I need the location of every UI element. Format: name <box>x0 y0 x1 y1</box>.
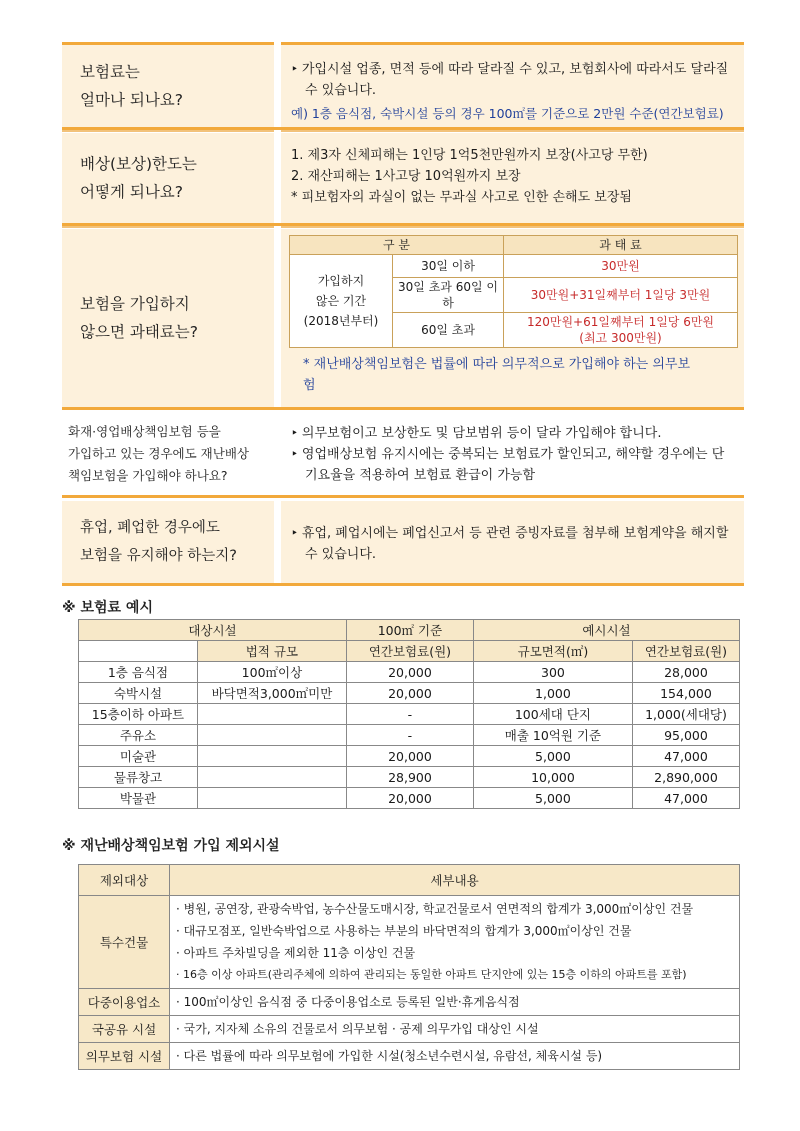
group-line: (2018년부터) <box>303 314 379 328</box>
table-cell: 20,000 <box>346 683 473 704</box>
exclusion-label: 의무보험 시설 <box>79 1043 170 1070</box>
answer-line: * 피보험자의 과실이 없는 무과실 사고로 인한 손해도 보장됨 <box>291 190 632 205</box>
table-row <box>79 662 740 683</box>
table-cell: - <box>346 704 473 725</box>
penalty-fine: 30만원+31일째부터 1일당 3만원 <box>504 278 738 313</box>
table-cell: 100㎡이상 <box>197 662 346 683</box>
exclusion-item: · 100㎡이상인 음식점 중 다중이용업소로 등록된 일반·휴게음식점 <box>176 991 733 1013</box>
exclusion-section-title: ※ 재난배상책임보험 가입 제외시설 <box>62 838 280 854</box>
table-cell: 95,000 <box>632 725 739 746</box>
exclusion-table <box>78 864 740 1070</box>
faq-closure <box>62 498 744 586</box>
exclusion-details <box>170 989 740 1016</box>
table-row <box>79 896 740 989</box>
table-cell: 154,000 <box>632 683 739 704</box>
answer-example: 예) 1층 음식점, 숙박시설 등의 경우 100㎡를 기준으로 2만원 수준(연간보험료) <box>291 106 724 121</box>
group-line: 않은 기간 <box>315 294 367 308</box>
group-line: 가입하지 <box>317 274 365 288</box>
header-base: 100㎡ 기준 <box>346 620 473 641</box>
table-cell: 바닥면적3,000㎡미만 <box>197 683 346 704</box>
exclusion-item: · 국가, 지자체 소유의 건물로서 의무보험 · 공제 의무가입 대상인 시설 <box>176 1018 733 1040</box>
fine-note: (최고 300만원) <box>579 331 662 345</box>
table-cell: - <box>346 725 473 746</box>
table-row <box>79 683 740 704</box>
penalty-note: * 재난배상책임보험은 법률에 따라 의무적으로 가입해야 하는 의무보험 <box>303 357 691 393</box>
faq-answer <box>281 229 744 407</box>
exclusion-label: 국공유 시설 <box>79 1016 170 1043</box>
table-cell: 28,900 <box>346 767 473 788</box>
table-cell <box>197 704 346 725</box>
question-line: 보험을 가입하지 <box>80 295 190 313</box>
exclusion-item: · 대규모점포, 일반숙박업으로 사용하는 부분의 바닥면적의 합계가 3,000㎡이상인 건물 <box>176 920 733 942</box>
exclusion-details <box>170 1016 740 1043</box>
faq-question <box>62 501 274 583</box>
question-line: 가입하고 있는 경우에도 재난배상 <box>68 446 249 461</box>
penalty-group-label <box>290 255 393 348</box>
question-line: 않으면 과태료는? <box>80 323 198 341</box>
table-cell: 매출 10억원 기준 <box>473 725 632 746</box>
faq-question <box>62 229 274 407</box>
table-cell: 300 <box>473 662 632 683</box>
table-row <box>79 704 740 725</box>
example-section-title: ※ 보험료 예시 <box>62 600 153 616</box>
header-annual-premium-2: 연간보험료(원) <box>632 641 739 662</box>
exclusion-item: · 아파트 주차빌딩을 제외한 11층 이상인 건물 <box>176 942 733 964</box>
penalty-period: 30일 초과 60일 이하 <box>393 278 504 313</box>
faq-other-insurance <box>62 410 744 498</box>
fine-line: 120만원+61일째부터 1일당 6만원 <box>526 315 715 329</box>
table-cell <box>197 725 346 746</box>
question-line: 보험료는 <box>80 63 140 81</box>
exclusion-label: 특수건물 <box>79 896 170 989</box>
table-cell: 100세대 단지 <box>473 704 632 725</box>
exclusion-table-body <box>79 896 740 1070</box>
table-cell: 5,000 <box>473 746 632 767</box>
answer-line: 1. 제3자 신체피해는 1인당 1억5천만원까지 보장(사고당 무한) <box>291 148 648 163</box>
header-excluded-target: 제외대상 <box>79 865 170 896</box>
table-cell: 28,000 <box>632 662 739 683</box>
table-cell: 물류창고 <box>79 767 198 788</box>
exclusion-details <box>170 1043 740 1070</box>
table-cell: 15층이하 아파트 <box>79 704 198 725</box>
header-scale-area: 규모면적(㎡) <box>473 641 632 662</box>
question-line: 책임보험을 가입해야 하나요? <box>68 468 228 483</box>
table-row <box>79 788 740 809</box>
question-line: 배상(보상)한도는 <box>80 155 197 173</box>
question-line: 어떻게 되나요? <box>80 183 183 201</box>
table-cell: 미술관 <box>79 746 198 767</box>
exclusion-details <box>170 896 740 989</box>
table-cell <box>197 767 346 788</box>
penalty-period: 30일 이하 <box>393 255 504 278</box>
header-target: 대상시설 <box>79 620 347 641</box>
faq-penalty <box>62 226 744 410</box>
penalty-fine: 30만원 <box>504 255 738 278</box>
exclusion-item: · 16층 이상 아파트(관리주체에 의하여 관리되는 동일한 아파트 단지안에 있는 15층 이하의 아파트를 포함) <box>176 964 733 986</box>
faq-question <box>62 133 274 223</box>
penalty-header-category: 구 분 <box>290 236 504 255</box>
question-line: 얼마나 되나요? <box>80 91 183 109</box>
faq-premium <box>62 42 744 130</box>
answer-bullet: ‣ 가입시설 업종, 면적 등에 따라 달라질 수 있고, 보험회사에 따라서도 달라질 수 있습니다. <box>291 59 736 101</box>
table-row <box>79 989 740 1016</box>
faq-answer <box>281 45 744 127</box>
table-cell: 2,890,000 <box>632 767 739 788</box>
answer-bullet: ‣ 영업배상보험 유지시에는 중복되는 보험료가 할인되고, 해약할 경우에는 단기요율을 적용하여 보험료 환급이 가능함 <box>291 444 736 486</box>
answer-line: 2. 재산피해는 1사고당 10억원까지 보장 <box>291 169 521 184</box>
table-cell: 20,000 <box>346 662 473 683</box>
header-example: 예시시설 <box>473 620 739 641</box>
answer-bullet: ‣ 의무보험이고 보상한도 및 담보범위 등이 달라 가입해야 합니다. <box>291 423 736 444</box>
table-cell: 47,000 <box>632 788 739 809</box>
answer-bullet: ‣ 휴업, 폐업시에는 폐업신고서 등 관련 증빙자료를 첨부해 보험계약을 해지할 수 있습니다. <box>291 523 736 565</box>
faq-answer <box>281 501 744 583</box>
faq-coverage-limit <box>62 130 744 226</box>
question-line: 보험을 유지해야 하는지? <box>80 548 237 564</box>
faq-answer <box>281 413 744 495</box>
header-annual-premium: 연간보험료(원) <box>346 641 473 662</box>
table-cell: 10,000 <box>473 767 632 788</box>
question-line: 화재·영업배상책임보험 등을 <box>68 424 221 439</box>
header-legal-scale: 법적 규모 <box>197 641 346 662</box>
table-cell: 47,000 <box>632 746 739 767</box>
faq-question <box>62 413 274 495</box>
table-cell <box>197 746 346 767</box>
header-details: 세부내용 <box>170 865 740 896</box>
premium-example-table <box>78 619 740 809</box>
table-row <box>79 1043 740 1070</box>
table-row <box>79 725 740 746</box>
table-row <box>79 767 740 788</box>
penalty-period: 60일 초과 <box>393 313 504 348</box>
table-cell: 20,000 <box>346 746 473 767</box>
penalty-header-fine: 과 태 료 <box>504 236 738 255</box>
table-row <box>79 1016 740 1043</box>
question-line: 휴업, 폐업한 경우에도 <box>80 520 220 536</box>
exclusion-label: 다중이용업소 <box>79 989 170 1016</box>
penalty-table <box>289 235 738 348</box>
exclusion-item: · 병원, 공연장, 관광숙박업, 농수산물도매시장, 학교건물로서 연면적의 합계가 3,000㎡이상인 건물 <box>176 898 733 920</box>
faq-question <box>62 45 274 127</box>
table-cell: 1,000 <box>473 683 632 704</box>
table-cell: 5,000 <box>473 788 632 809</box>
table-cell <box>197 788 346 809</box>
table-cell: 숙박시설 <box>79 683 198 704</box>
table-cell: 1,000(세대당) <box>632 704 739 725</box>
penalty-fine <box>504 313 738 348</box>
table-cell: 20,000 <box>346 788 473 809</box>
table-cell: 주유소 <box>79 725 198 746</box>
example-table-body <box>79 662 740 809</box>
table-cell: 박물관 <box>79 788 198 809</box>
exclusion-item: · 다른 법률에 따라 의무보험에 가입한 시설(청소년수련시설, 유람선, 체육시설 등) <box>176 1045 733 1067</box>
faq-answer <box>281 133 744 223</box>
table-cell: 1층 음식점 <box>79 662 198 683</box>
table-row <box>79 746 740 767</box>
